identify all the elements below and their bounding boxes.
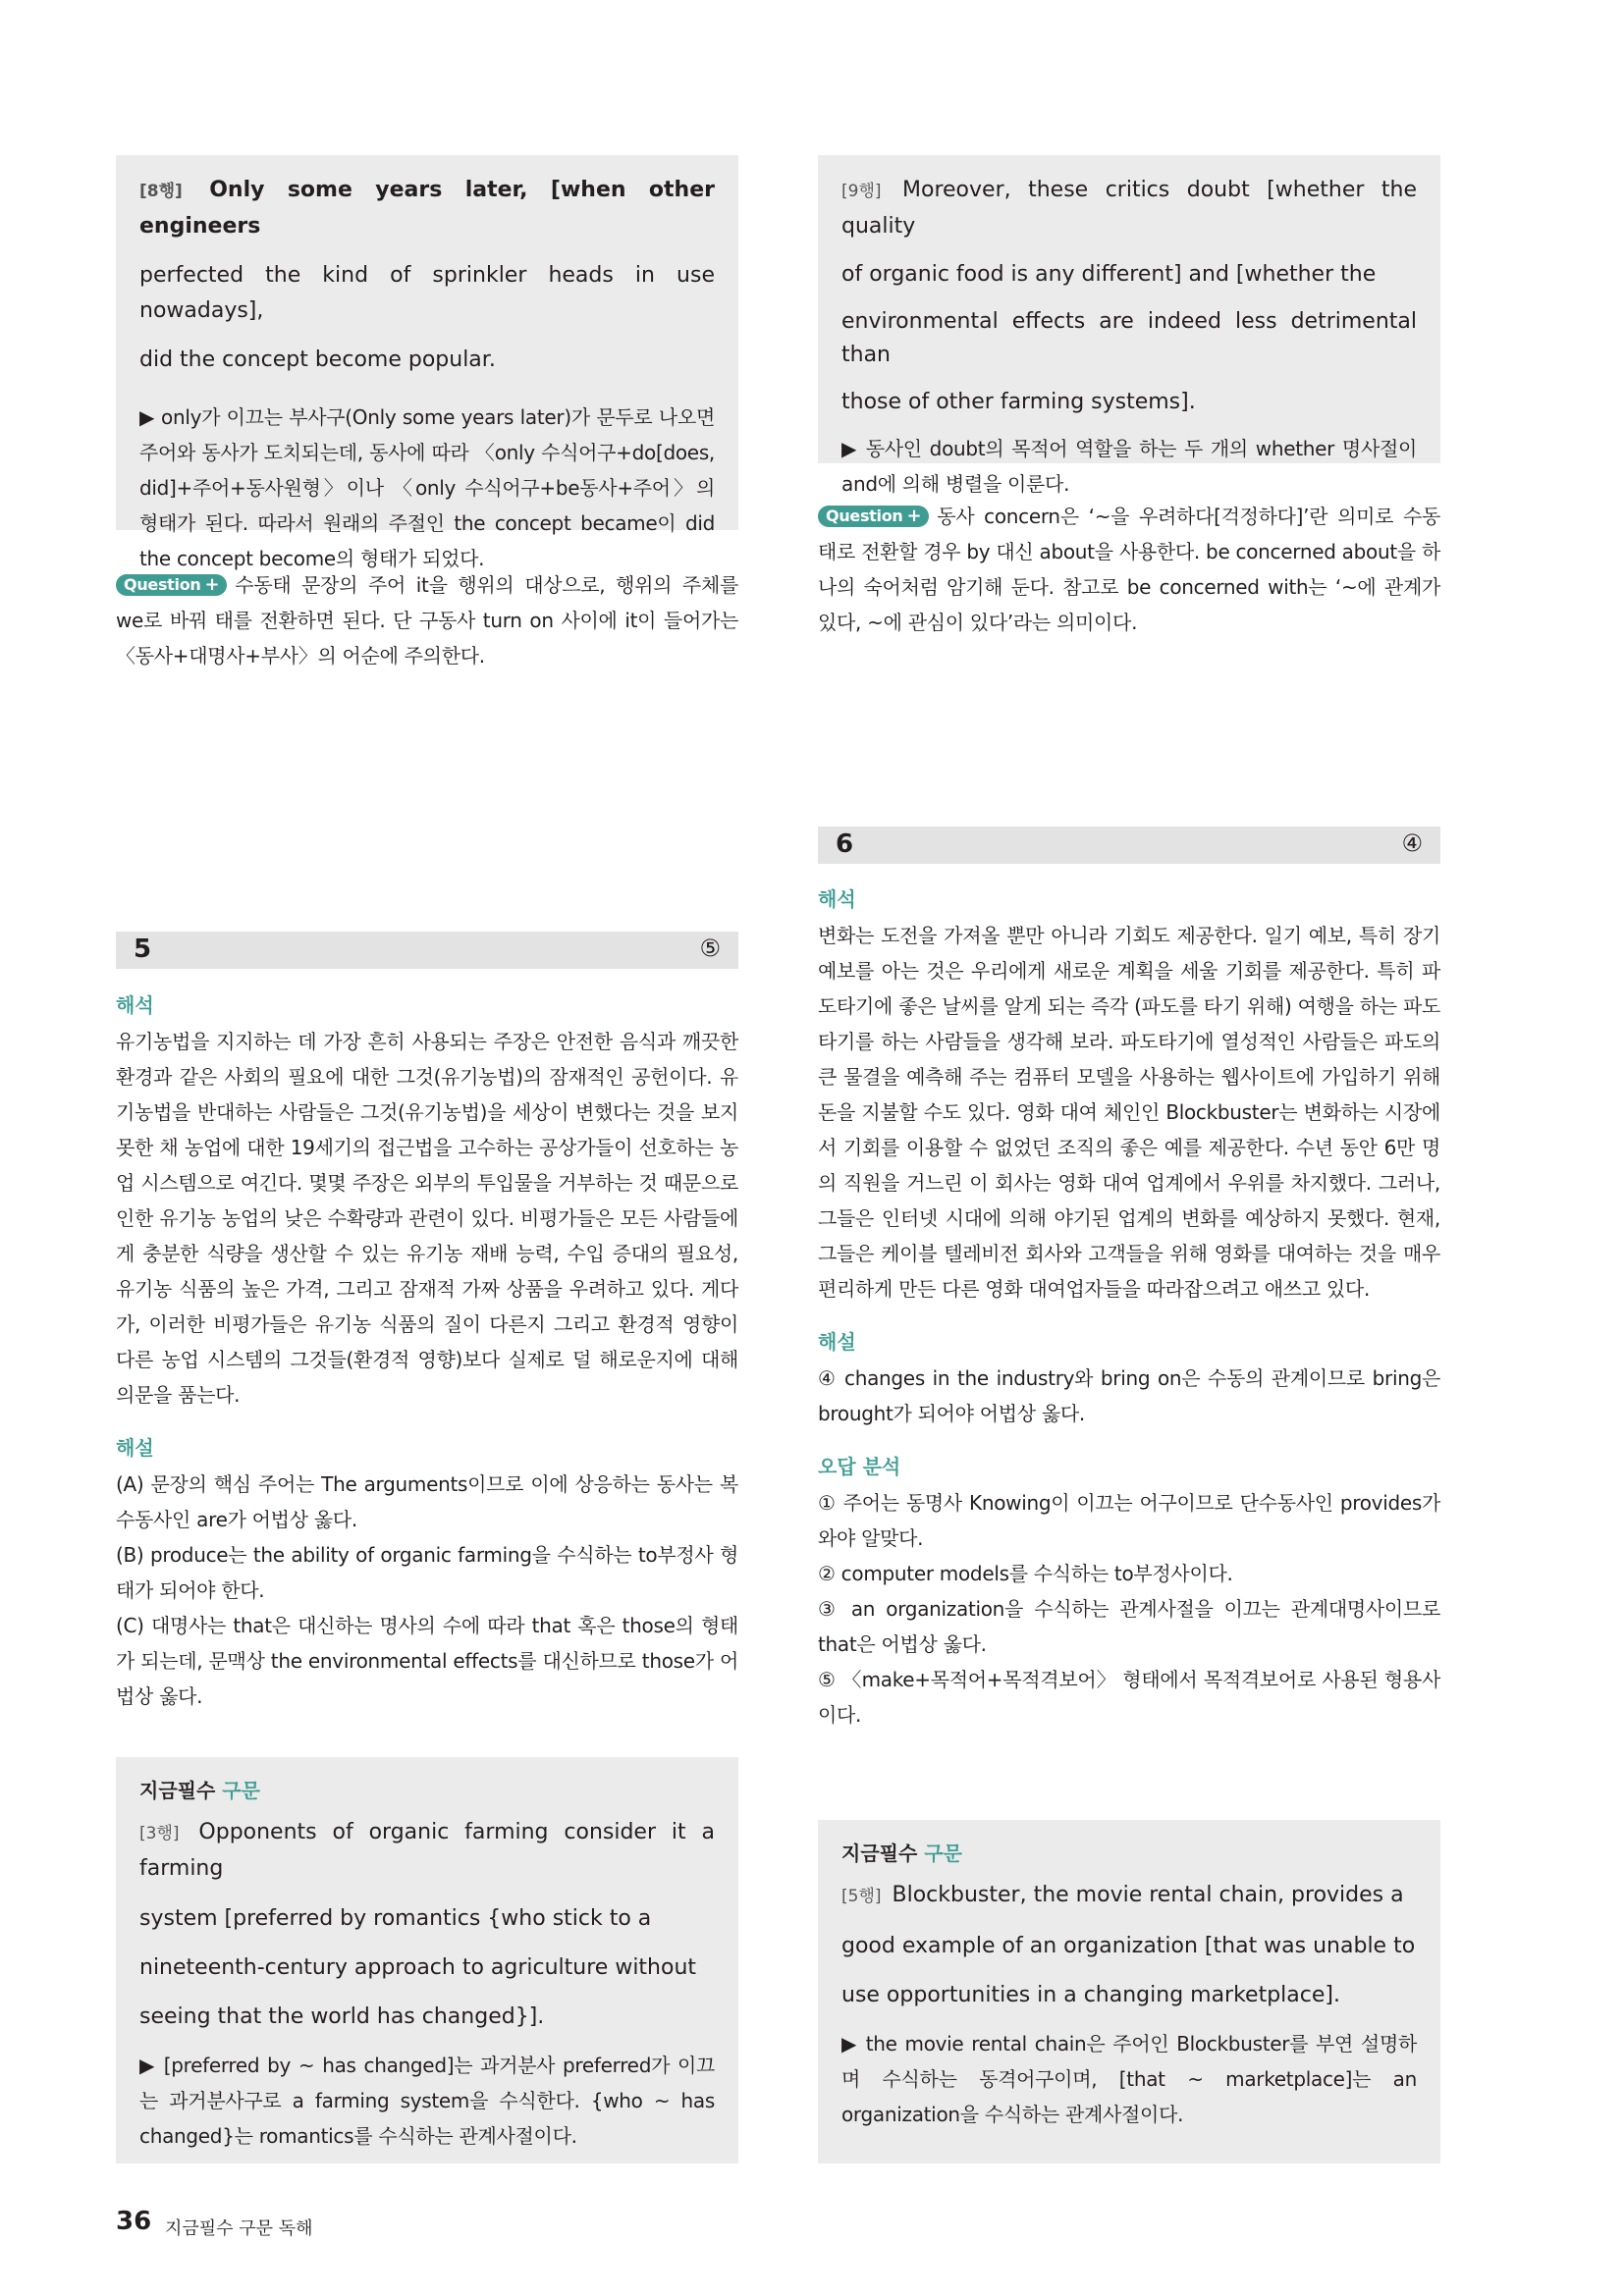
box-title: 지금필수 구문 bbox=[139, 1779, 260, 1802]
sentence-line-2: of organic food is any different] and [whether the bbox=[841, 262, 1377, 287]
explanation-heading: 해설 bbox=[116, 1436, 154, 1460]
grammar-box-8 bbox=[116, 155, 738, 570]
key-structure-box-5 bbox=[116, 1757, 738, 2163]
section-5-header bbox=[116, 932, 738, 969]
line-label: [5행] bbox=[841, 1887, 882, 1906]
translation-text: 변화는 도전을 가져올 뿐만 아니라 기회도 제공한다. 일기 예보, 특히 장기 예보를 아는 것은 우리에게 새로운 계획을 세울 기회를 제공한다. 특히 파도타기에 좋은 날씨를 알게 되는 즉각 (파도를 타기 위해) 여행을 하는 파도타기를 하는 사람들을 생각해 보라. 파도타기에 열성적인 사람들은 파도의 큰 물결을 예측해 주는 컴퓨터 모델을 사용하는 웹사이트에 가입하기 위해 돈을 지불할 수도 있다. 영화 대여 체인인 Blockbuster는 변화하는 시장에서 기회를 이용할 수 없었던 조직의 좋은 예를 제공한다. 수년 동안 6만 명의 직원을 거느린 이 회사는 영화 대여 업계에서 우위를 차지했다. 그러나, 그들은 인터넷 시대에 의해 야기된 업계의 변화를 예상하지 못했다. 현재, 그들은 케이블 텔레비전 회사와 고객들을 위해 영화를 대여하는 것을 매우 편리하게 만든 다른 영화 대여업자들을 따라잡으려고 애쓰고 있다. bbox=[818, 924, 1440, 1301]
line-label: [8행] bbox=[139, 182, 183, 201]
question-text: 수동태 문장의 주어 it을 행위의 대상으로, 행위의 주체를 we로 바꿔 태를 전환하면 된다. 단 구동사 turn on 사이에 it이 들어가는 〈동사+대명사+부사〉의 어순에 주의한다. bbox=[116, 573, 738, 667]
sentence-line-2: good example of an organization [that was unable to bbox=[841, 1934, 1416, 1958]
section-6-header bbox=[818, 827, 1440, 864]
translation-text: 유기농법을 지지하는 데 가장 흔히 사용되는 주장은 안전한 음식과 깨끗한 환경과 같은 사회의 필요에 대한 그것(유기농법)의 잠재적인 공헌이다. 유기농법을 반대하는 사람들은 그것(유기농법)을 세상이 변했다는 것을 보지 못한 채 농업에 대한 19세기의 접근법을 고수하는 공상가들이 선호하는 농업 시스템으로 여긴다. 몇몇 주장은 외부의 투입물을 거부하는 것 때문으로 인한 유기농 농업의 낮은 수확량과 관련이 있다. 비평가들은 모든 사람들에게 충분한 식량을 생산할 수 있는 유기농 재배 능력, 수입 증대의 필요성, 유기농 식품의 높은 가격, 그리고 잠재적 가짜 상품을 우려하고 있다. 게다가, 이러한 비평가들은 유기농 식품의 질이 다른지 그리고 환경적 영향이 다른 농업 시스템의 그것들(환경적 영향)보다 실제로 덜 해로운지에 대해 의문을 품는다. bbox=[116, 1030, 738, 1407]
grammar-box-9 bbox=[818, 155, 1440, 496]
question-badge: Question + bbox=[818, 506, 929, 527]
question-tip bbox=[116, 567, 738, 673]
section-number: 6 bbox=[836, 829, 854, 859]
sentence-line-3: use opportunities in a changing marketplace]. bbox=[841, 1983, 1340, 2007]
translation-heading: 해석 bbox=[818, 887, 856, 911]
question-tip bbox=[818, 499, 1440, 640]
section-6-body bbox=[818, 883, 1440, 1733]
page-number: 36 bbox=[116, 2207, 152, 2236]
line-label: [9행] bbox=[841, 182, 882, 201]
wrong-answer-5: ⑤ 〈make+목적어+목적격보어〉 형태에서 목적격보어로 사용된 형용사이다. bbox=[818, 1668, 1440, 1727]
answer-mark: ④ bbox=[1401, 829, 1423, 857]
sentence-line-1: [3행] Opponents of organic farming consider it a farming bbox=[139, 1820, 715, 1881]
grammar-note: ▶ the movie rental chain은 주어인 Blockbuster를 부연 설명하며 수식하는 동격어구이며, [that ~ marketplace]는 an organization을 수식하는 관계사절이다. bbox=[841, 2032, 1417, 2126]
wrong-answer-3: ③ an organization을 수식하는 관계사절을 이끄는 관계대명사이므로 that은 어법상 옳다. bbox=[818, 1597, 1440, 1656]
answer-mark: ⑤ bbox=[699, 934, 721, 962]
section-number: 5 bbox=[134, 934, 152, 964]
sentence-line-4: seeing that the world has changed}]. bbox=[139, 2004, 545, 2029]
wrong-answer-1: ① 주어는 동명사 Knowing이 이끄는 어구이므로 단수동사인 provides가 와야 알맞다. bbox=[818, 1491, 1440, 1550]
wrong-answer-2: ② computer models를 수식하는 to부정사이다. bbox=[818, 1562, 1233, 1585]
explanation-c: (C) 대명사는 that은 대신하는 명사의 수에 따라 that 혹은 those의 형태가 되는데, 문맥상 the environmental effects를 대신하므로 those가 어법상 옳다. bbox=[116, 1614, 738, 1708]
sentence-line-1: [8행] Only some years later, [when other engineers bbox=[139, 178, 715, 239]
explanation-b: (B) produce는 the ability of organic farming을 수식하는 to부정사 형태가 되어야 한다. bbox=[116, 1543, 738, 1602]
grammar-note: ▶ only가 이끄는 부사구(Only some years later)가 문두로 나오면 주어와 동사가 도치되는데, 동사에 따라 〈only 수식어구+do[does, did]+주어+동사원형〉이나 〈only 수식어구+be동사+주어〉의 형태가 된다. 따라서 원래의 주절인 the concept became이 did the concept become의 형태가 되었다. bbox=[139, 405, 715, 570]
sentence-line-3: nineteenth-century approach to agriculture without bbox=[139, 1955, 697, 1980]
sentence-line-3: did the concept become popular. bbox=[139, 347, 496, 372]
explanation-heading: 해설 bbox=[818, 1330, 856, 1354]
question-text: 동사 concern은 ‘~을 우려하다[걱정하다]’란 의미로 수동태로 전환할 경우 by 대신 about을 사용한다. be concerned about을 하나의 숙어처럼 암기해 둔다. 참고로 be concerned with는 ‘~에 관계가 있다, ~에 관심이 있다’라는 의미이다. bbox=[818, 505, 1440, 634]
line-label: [3행] bbox=[139, 1824, 180, 1843]
sentence-line-2: perfected the kind of sprinkler heads in use nowadays], bbox=[139, 263, 715, 323]
box-title: 지금필수 구문 bbox=[841, 1842, 962, 1865]
sentence-line-4: those of other farming systems]. bbox=[841, 390, 1196, 414]
sentence-line-1: [5행] Blockbuster, the movie rental chain, provides a bbox=[841, 1883, 1404, 1907]
grammar-note: ▶ [preferred by ~ has changed]는 과거분사 preferred가 이끄는 과거분사구로 a farming system을 수식한다. {who ~ has changed}는 romantics를 수식하는 관계사절이다. bbox=[139, 2054, 715, 2148]
wrong-answer-heading: 오답 분석 bbox=[818, 1455, 901, 1478]
sentence-line-2: system [preferred by romantics {who stick to a bbox=[139, 1906, 652, 1931]
sentence-line-1: [9행] Moreover, these critics doubt [whether the quality bbox=[841, 178, 1417, 239]
explanation-a: (A) 문장의 핵심 주어는 The arguments이므로 이에 상응하는 동사는 복수동사인 are가 어법상 옳다. bbox=[116, 1472, 738, 1531]
translation-heading: 해석 bbox=[116, 993, 154, 1017]
key-structure-box-6 bbox=[818, 1820, 1440, 2163]
explanation-text: ④ changes in the industry와 bring on은 수동의 관계이므로 bring은 brought가 되어야 어법상 옳다. bbox=[818, 1366, 1440, 1425]
section-5-body bbox=[116, 989, 738, 1714]
grammar-note: ▶ 동사인 doubt의 목적어 역할을 하는 두 개의 whether 명사절이 and에 의해 병렬을 이룬다. bbox=[841, 437, 1417, 496]
book-title: 지금필수 구문 독해 bbox=[165, 2218, 313, 2239]
question-badge: Question + bbox=[116, 574, 227, 596]
sentence-line-3: environmental effects are indeed less detrimental than bbox=[841, 309, 1417, 367]
